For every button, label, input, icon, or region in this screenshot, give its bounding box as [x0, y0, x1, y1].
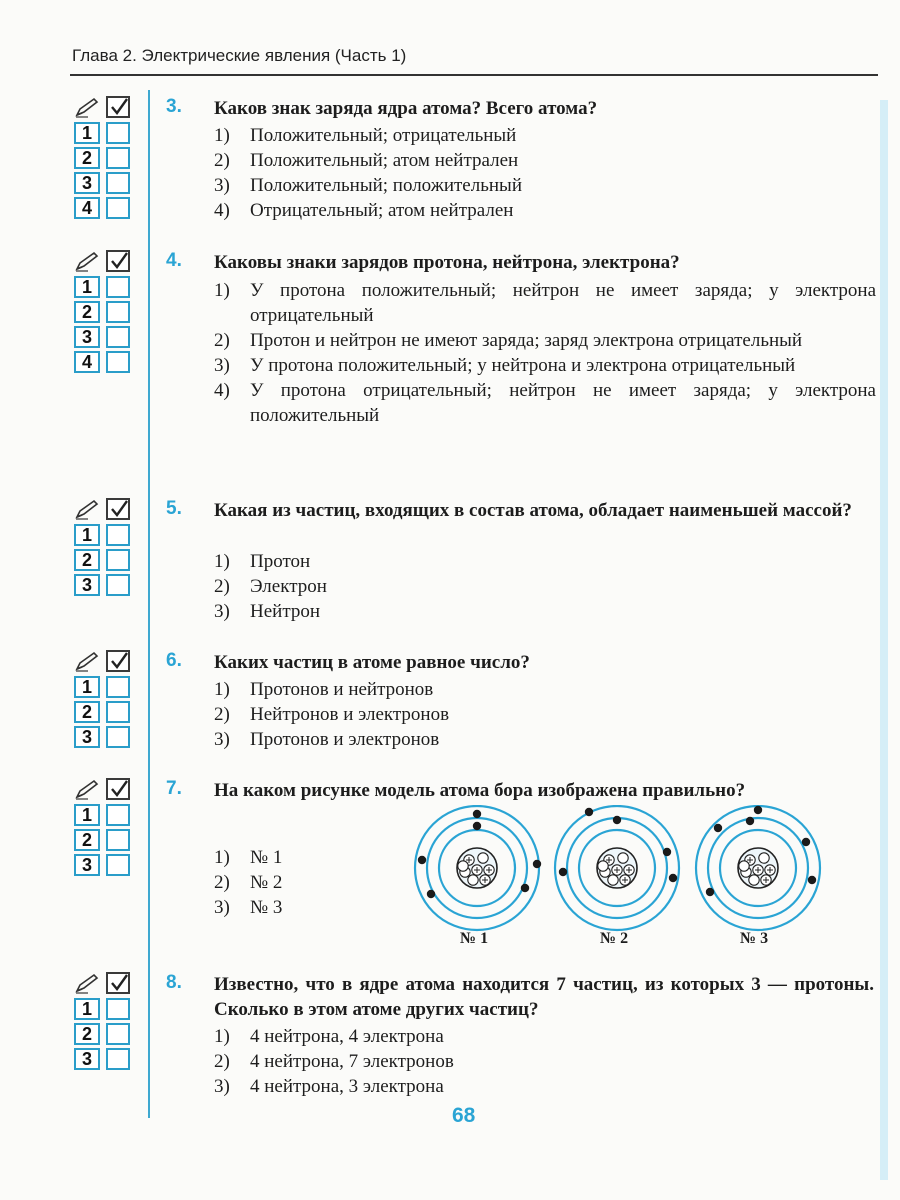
checkmark-icon [106, 498, 130, 520]
question-number: 8. [166, 972, 182, 993]
option[interactable]: 2) № 2 [214, 872, 283, 893]
answer-option-row [74, 574, 134, 596]
checkmark-icon [106, 96, 130, 118]
answer-number-box: 2 [74, 301, 100, 323]
answer-option-row [74, 276, 134, 298]
pencil-icon [74, 778, 100, 800]
electron [473, 822, 481, 830]
atom-models-figure [405, 805, 845, 935]
nucleon [458, 861, 468, 871]
option[interactable]: 3) 4 нейтрона, 3 электрона [214, 1076, 444, 1097]
option[interactable]: 1) У протона положительный; нейтрон не имеет заряда; у электрона отрицательный [214, 280, 876, 326]
option[interactable]: 2) 4 нейтрона, 7 электронов [214, 1051, 454, 1072]
margin-divider [148, 90, 150, 1118]
option[interactable]: 4) Отрицательный; атом нейтрален [214, 200, 514, 221]
option[interactable]: 1) Протон [214, 551, 311, 572]
answer-checkbox[interactable] [106, 276, 130, 298]
electron [521, 884, 529, 892]
question-number: 6. [166, 650, 182, 671]
electron [418, 856, 426, 864]
answer-number-box: 3 [74, 574, 100, 596]
answer-option-row [74, 351, 134, 373]
answer-checkbox[interactable] [106, 854, 130, 876]
option[interactable]: 3) Нейтрон [214, 601, 321, 622]
atom-model-2 [555, 806, 679, 930]
answer-option-row [74, 1023, 134, 1045]
figure-label-3: № 3 [740, 930, 769, 947]
answer-number-box: 4 [74, 351, 100, 373]
answer-checkbox[interactable] [106, 172, 130, 194]
option[interactable]: 3) Протонов и электронов [214, 729, 440, 750]
answer-checkbox[interactable] [106, 1048, 130, 1070]
answer-checkbox[interactable] [106, 326, 130, 348]
answer-option-row [74, 829, 134, 851]
option[interactable]: 1) Положительный; отрицательный [214, 125, 517, 146]
answer-checkbox[interactable] [106, 676, 130, 698]
pencil-icon [74, 498, 100, 520]
option[interactable]: 2) Положительный; атом нейтрален [214, 150, 519, 171]
question-text: Каких частиц в атоме равное число? [214, 652, 530, 673]
pencil-icon [74, 650, 100, 672]
electron [669, 874, 677, 882]
electron [746, 817, 754, 825]
nucleon [618, 853, 628, 863]
option-list [214, 549, 876, 624]
answer-checkbox[interactable] [106, 524, 130, 546]
atom-model-1 [415, 806, 541, 930]
answer-checkbox[interactable] [106, 574, 130, 596]
option[interactable]: 1) № 1 [214, 847, 283, 868]
option[interactable]: 3) № 3 [214, 897, 283, 918]
checkmark-icon [106, 650, 130, 672]
answer-option-row [74, 854, 134, 876]
option[interactable]: 2) Нейтронов и электронов [214, 704, 450, 725]
answer-checkbox[interactable] [106, 804, 130, 826]
electron [706, 888, 714, 896]
answer-number-box: 3 [74, 854, 100, 876]
answer-option-row [74, 172, 134, 194]
answer-number-box: 3 [74, 1048, 100, 1070]
option[interactable]: 2) Протон и нейтрон не имеют заряда; заряд электрона отрицательный [214, 330, 803, 351]
checkmark-icon [106, 778, 130, 800]
answer-checkbox[interactable] [106, 549, 130, 571]
option[interactable]: 1) 4 нейтрона, 4 электрона [214, 1026, 444, 1047]
electron [613, 816, 621, 824]
answer-number-box: 1 [74, 276, 100, 298]
question-number: 4. [166, 250, 182, 271]
answer-option-row [74, 326, 134, 348]
electron [802, 838, 810, 846]
page-edge-tint [880, 100, 888, 1180]
figure-label-1: № 1 [460, 930, 489, 947]
answer-number-box: 1 [74, 122, 100, 144]
chapter-header: Глава 2. Электрические явления (Часть 1) [72, 46, 407, 65]
nucleon [739, 861, 749, 871]
question-number: 7. [166, 778, 182, 799]
option-list [214, 1024, 876, 1099]
option[interactable]: 3) У протона положительный; у нейтрона и электрона отрицательный [214, 355, 796, 376]
option-list [214, 123, 876, 223]
option-list [214, 278, 876, 428]
electron [714, 824, 722, 832]
answer-checkbox[interactable] [106, 301, 130, 323]
answer-option-row [74, 301, 134, 323]
electron [754, 806, 762, 814]
atom-model-3 [696, 806, 820, 930]
answer-option-row [74, 524, 134, 546]
answer-option-row [74, 804, 134, 826]
electron [533, 860, 541, 868]
answer-number-box: 1 [74, 524, 100, 546]
option-list [214, 677, 876, 752]
electron [808, 876, 816, 884]
answer-number-box: 2 [74, 147, 100, 169]
answer-option-row [74, 1048, 134, 1070]
question-text: На каком рисунке модель атома бора изображена правильно? [214, 780, 746, 801]
question-text: Каковы знаки зарядов протона, нейтрона, электрона? [214, 252, 680, 273]
answer-number-box: 3 [74, 326, 100, 348]
answer-checkbox[interactable] [106, 829, 130, 851]
question-text: Каков знак заряда ядра атома? Всего атома? [214, 98, 598, 119]
checkmark-icon [106, 972, 130, 994]
answer-number-box: 4 [74, 197, 100, 219]
electron [663, 848, 671, 856]
answer-number-box: 3 [74, 726, 100, 748]
answer-checkbox[interactable] [106, 726, 130, 748]
option-list [214, 845, 334, 920]
answer-checkbox[interactable] [106, 998, 130, 1020]
answer-number-box: 1 [74, 676, 100, 698]
question-number: 5. [166, 498, 182, 519]
option[interactable]: 4) У протона отрицательный; нейтрон не имеет заряда; у электрона положительный [214, 380, 876, 426]
nucleon [608, 875, 618, 885]
answer-number-box: 2 [74, 829, 100, 851]
nucleon [759, 853, 769, 863]
answer-option-row [74, 549, 134, 571]
nucleon [468, 875, 478, 885]
question-number: 3. [166, 96, 182, 117]
electron [559, 868, 567, 876]
answer-option-row [74, 676, 134, 698]
answer-checkbox[interactable] [106, 1023, 130, 1045]
checkmark-icon [106, 250, 130, 272]
answer-checkbox[interactable] [106, 197, 130, 219]
nucleon [598, 861, 608, 871]
answer-number-box: 2 [74, 549, 100, 571]
answer-checkbox[interactable] [106, 147, 130, 169]
answer-number-box: 3 [74, 172, 100, 194]
figure-label-2: № 2 [600, 930, 629, 947]
option[interactable]: 1) Протонов и нейтронов [214, 679, 434, 700]
answer-option-row [74, 701, 134, 723]
answer-number-box: 2 [74, 701, 100, 723]
question-text: Известно, что в ядре атома находится 7 частиц, из которых 3 — протоны. Сколько в этом атоме других частиц? [214, 974, 874, 1020]
answer-option-row [74, 726, 134, 748]
answer-option-row [74, 147, 134, 169]
answer-option-row [74, 998, 134, 1020]
pencil-icon [74, 972, 100, 994]
answer-number-box: 1 [74, 804, 100, 826]
header-divider [70, 74, 878, 76]
electron [427, 890, 435, 898]
nucleon [478, 853, 488, 863]
electron [585, 808, 593, 816]
answer-number-box: 1 [74, 998, 100, 1020]
page-number: 68 [452, 1104, 476, 1127]
answer-option-row [74, 197, 134, 219]
pencil-icon [74, 250, 100, 272]
pencil-icon [74, 96, 100, 118]
electron [473, 810, 481, 818]
answer-option-row [74, 122, 134, 144]
nucleon [749, 875, 759, 885]
option[interactable]: 2) Электрон [214, 576, 327, 597]
question-text: Какая из частиц, входящих в состав атома, обладает наименьшей массой? [214, 500, 852, 521]
answer-number-box: 2 [74, 1023, 100, 1045]
answer-checkbox[interactable] [106, 701, 130, 723]
answer-checkbox[interactable] [106, 351, 130, 373]
option[interactable]: 3) Положительный; положительный [214, 175, 522, 196]
answer-checkbox[interactable] [106, 122, 130, 144]
